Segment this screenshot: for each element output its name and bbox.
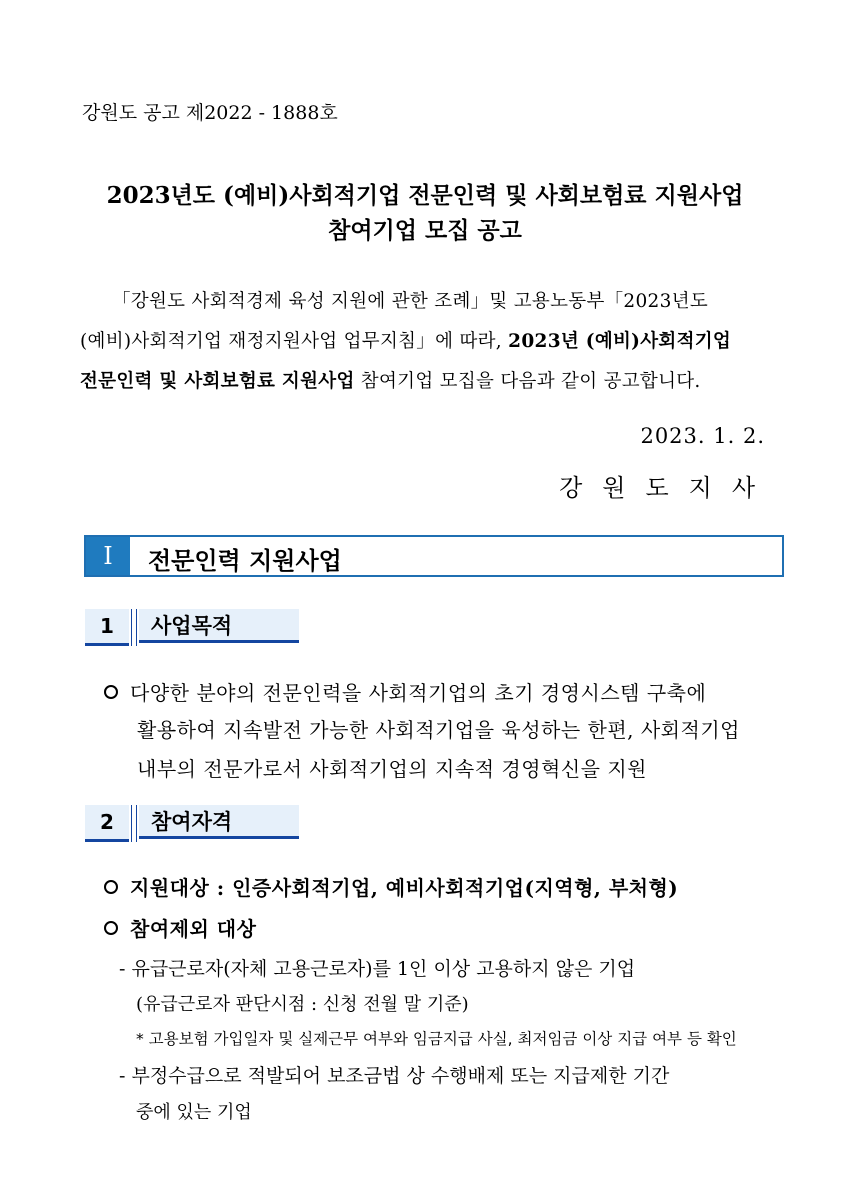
subsection-label: 참여자격	[139, 805, 299, 839]
notice-date: 2023. 1. 2.	[640, 424, 765, 448]
subsection-header-eligibility	[85, 805, 299, 843]
subsection-number: 1	[85, 609, 129, 646]
exclusion-item2-line2: 중에 있는 기업	[136, 1102, 252, 1123]
circle-bullet-icon	[104, 880, 118, 894]
section-header	[84, 535, 784, 577]
section-title: 전문인력 지원사업	[148, 547, 342, 575]
section-number: Ⅰ	[86, 537, 130, 575]
intro-line2	[80, 327, 788, 353]
notice-number: 강원도 공고 제2022 - 1888호	[82, 102, 338, 124]
eligibility-target	[104, 872, 678, 901]
intro-line2-bold: 2023년 (예비)사회적기업	[508, 331, 732, 352]
subsection-divider	[131, 805, 137, 842]
subsection-divider	[131, 609, 137, 646]
eligibility-target-text: 지원대상 : 인증사회적기업, 예비사회적기업(지역형, 부처형)	[130, 876, 679, 900]
intro-line3-bold: 전문인력 및 사회보험료 지원사업	[80, 371, 355, 392]
circle-bullet-icon	[104, 921, 118, 935]
exclusion-title-text: 참여제외 대상	[130, 917, 257, 941]
intro-line3-plain: 참여기업 모집을 다음과 같이 공고합니다.	[354, 371, 701, 392]
governor-signature: 강원도지사	[559, 474, 775, 502]
purpose-line1: 다양한 분야의 전문인력을 사회적기업의 초기 경영시스템 구축에	[130, 681, 707, 705]
intro-line3	[80, 367, 788, 393]
exclusion-item1-line1: - 유급근로자(자체 고용근로자)를 1인 이상 고용하지 않은 기업	[119, 958, 636, 980]
exclusion-item2-line1: - 부정수급으로 적발되어 보조금법 상 수행배제 또는 지급제한 기간	[119, 1065, 670, 1087]
exclusion-title	[104, 913, 256, 942]
circle-bullet-icon	[104, 685, 118, 699]
purpose-line2: 활용하여 지속발전 가능한 사회적기업을 육성하는 한편, 사회적기업	[137, 718, 740, 742]
page-title-line1: 2023년도 (예비)사회적기업 전문인력 및 사회보험료 지원사업	[106, 182, 744, 209]
subsection-label: 사업목적	[139, 609, 299, 643]
exclusion-item1-note: * 고용보험 가입일자 및 실제근무 여부와 임금지급 사실, 최저임금 이상 지급 여부 등 확인	[136, 1030, 737, 1048]
page-title-line2: 참여기업 모집 공고	[328, 217, 522, 244]
intro-line1: 「강원도 사회적경제 육성 지원에 관한 조례」및 고용노동부「2023년도	[112, 291, 709, 312]
intro-line2-plain: (예비)사회적기업 재정지원사업 업무지침」에 따라,	[80, 331, 509, 352]
purpose-item	[104, 677, 706, 706]
subsection-header-purpose	[85, 609, 299, 647]
exclusion-item1-line2: (유급근로자 판단시점 : 신청 전월 말 기준)	[136, 994, 469, 1015]
subsection-number: 2	[85, 805, 129, 842]
purpose-line3: 내부의 전문가로서 사회적기업의 지속적 경영혁신을 지원	[137, 757, 647, 781]
